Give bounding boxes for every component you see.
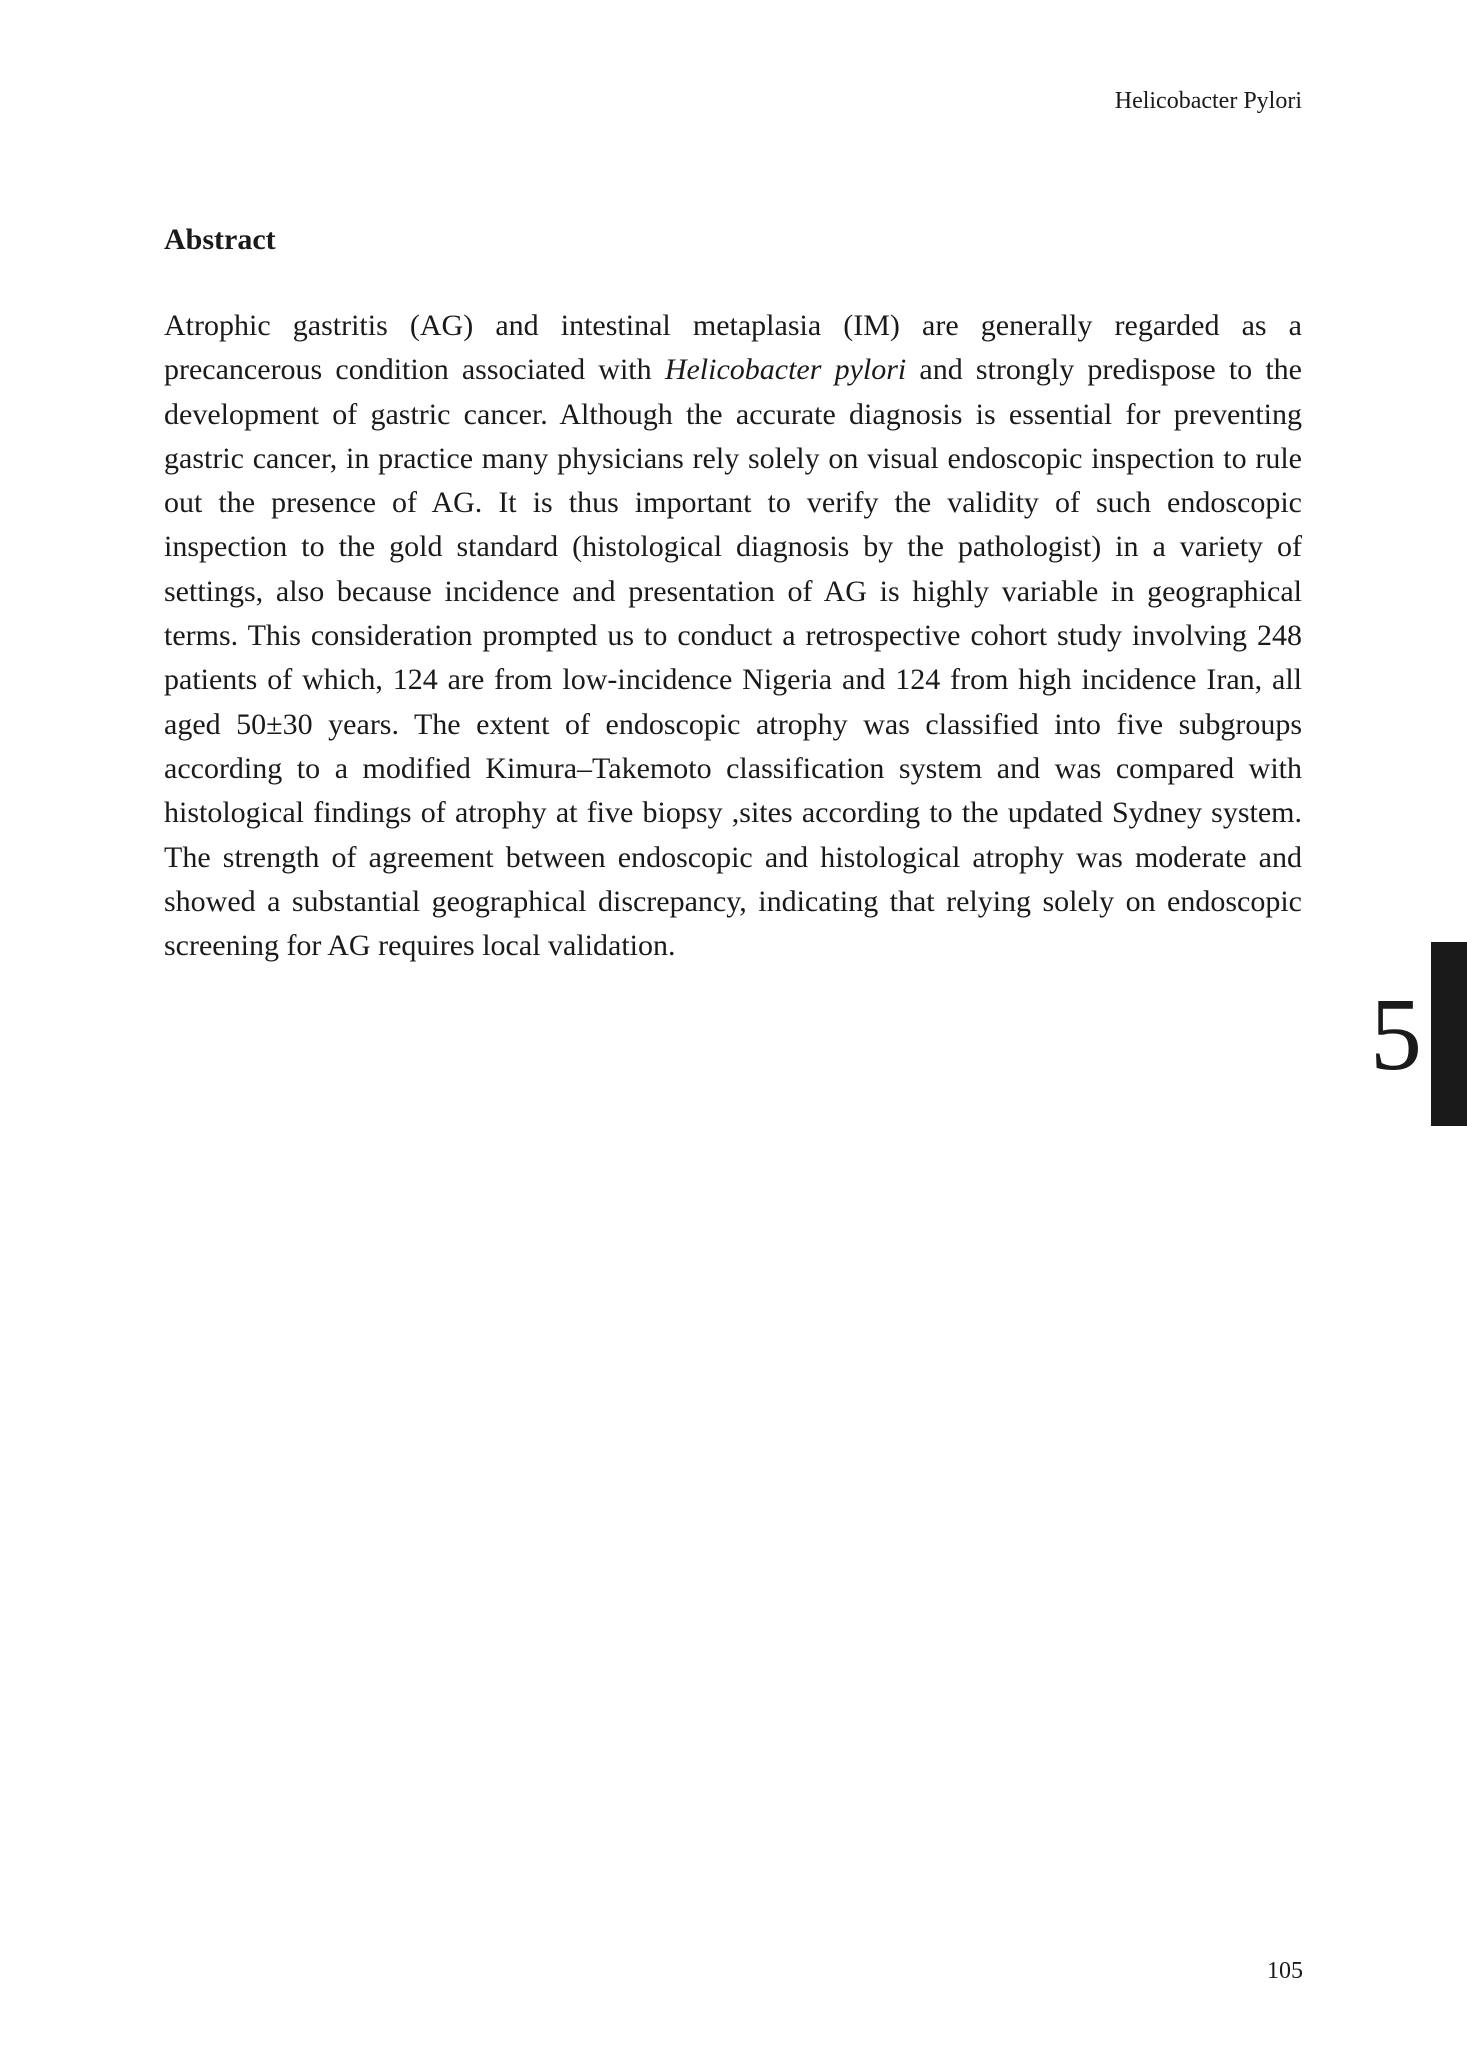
abstract-heading: Abstract	[164, 223, 276, 256]
abstract-text-part-2: and strongly predispose to the development of gastric cancer. Although the accurate diagnosis is essential for preventing gastric cancer, in practice many physicians rely solely on visual endoscopic inspection to rule out the presence of AG. It is thus important to verify the validity of such endoscopic inspection to the gold standard (histological diagnosis by the pathologist) in a variety of settings, also because incidence and presentation of AG is highly variable in geographical terms. This consideration prompted us to conduct a retrospective cohort study involving 248 patients of which, 124 are from low-incidence Nigeria and 124 from high incidence Iran, all aged 50±30 years. The extent of endoscopic atrophy was classified into five subgroups according to a modified Kimura–Takemoto classification system and was compared with histological findings of atrophy at five biopsy ,sites according to the updated Sydney system. The strength of agreement between endoscopic and histological atrophy was moderate and showed a substantial geographical discrepancy, indicating that relying solely on endoscopic screening for AG requires local validation.	[164, 353, 1302, 963]
abstract-italic-term: Helicobacter pylori	[664, 353, 907, 387]
abstract-text-part-1: Atrophic gastritis (AG) and intestinal metaplasia (IM) are generally regarded as a precancerous condition associated with	[164, 309, 1302, 387]
chapter-tab	[1431, 942, 1467, 1126]
page-number: 105	[1267, 1958, 1303, 1984]
running-header-title: Helicobacter Pylori	[1114, 88, 1302, 114]
chapter-number: 5	[1370, 977, 1422, 1092]
abstract-paragraph	[164, 304, 1302, 968]
